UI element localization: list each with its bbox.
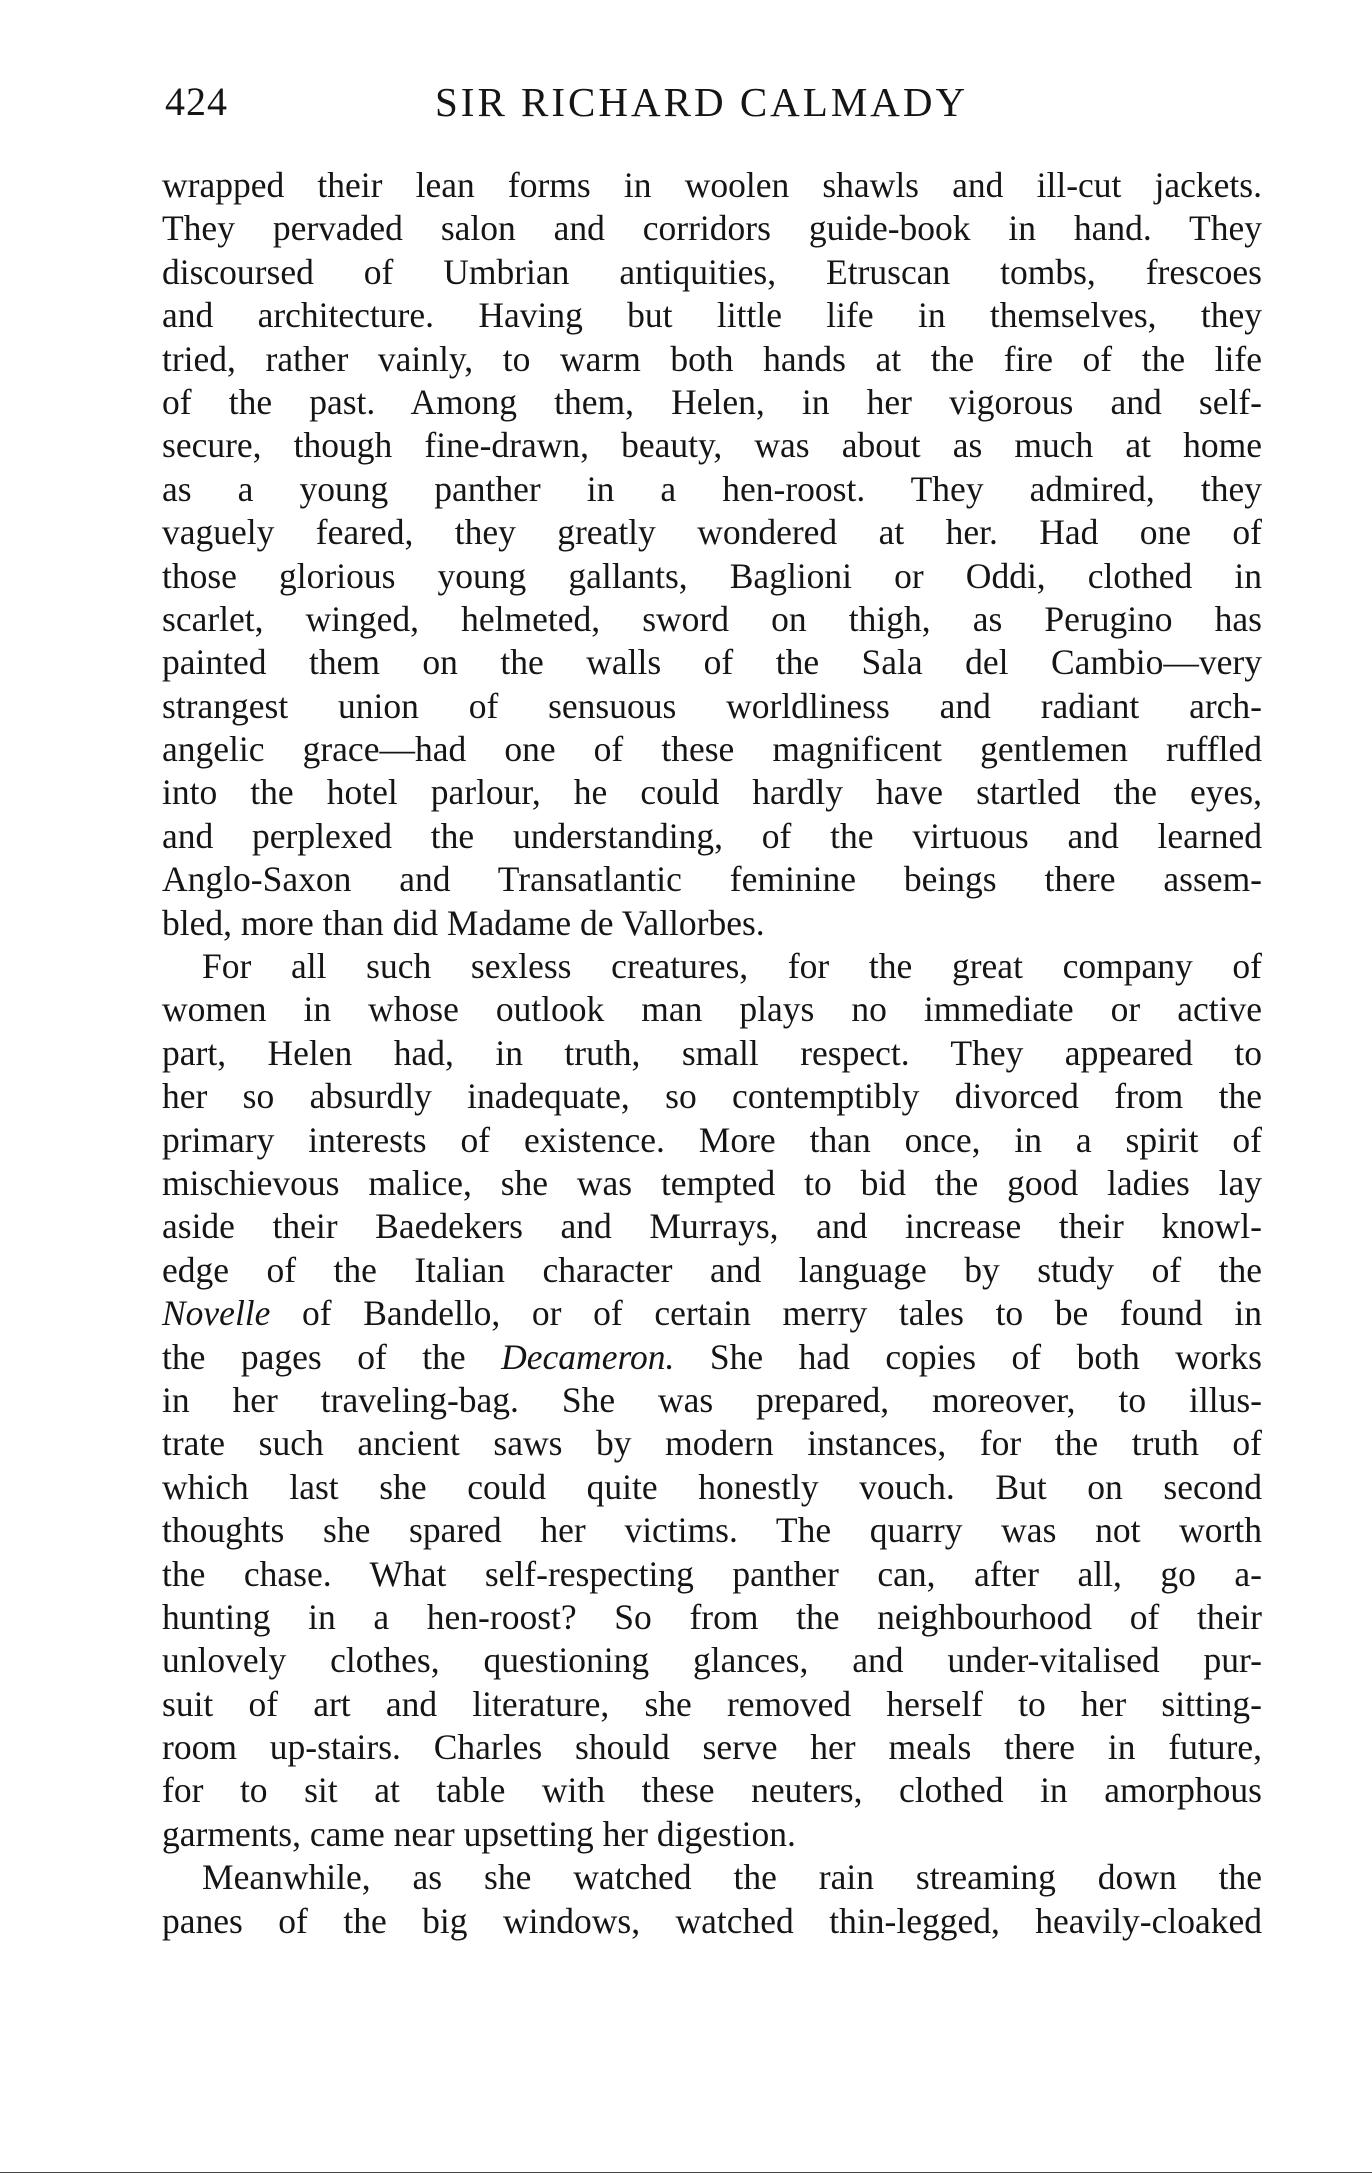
- text-line: [162, 641, 1262, 684]
- text-run: panes of the big windows, watched thin-legged, heavily-cloaked: [162, 1900, 1262, 1941]
- body-text: [162, 164, 1262, 1943]
- text-line: [162, 1683, 1262, 1726]
- text-line: [162, 381, 1262, 424]
- text-line: [162, 511, 1262, 554]
- text-run: discoursed of Umbrian antiquities, Etruscan tombs, frescoes: [162, 251, 1262, 292]
- text-line: [162, 728, 1262, 771]
- page-number: 424: [165, 79, 228, 124]
- running-head: [165, 78, 1265, 128]
- text-run: and perplexed the understanding, of the virtuous and learned: [162, 815, 1262, 856]
- text-run: room up-stairs. Charles should serve her meals there in future,: [162, 1727, 1262, 1768]
- running-title: SIR RICHARD CALMADY: [435, 79, 969, 125]
- text-line: [162, 1769, 1262, 1812]
- text-run: the pages of the: [162, 1336, 502, 1377]
- text-line: [162, 858, 1262, 901]
- text-line: [162, 555, 1262, 598]
- text-line: [162, 1119, 1262, 1162]
- bottom-rule: [0, 2172, 1372, 2173]
- text-run: suit of art and literature, she removed herself to her sitting-: [162, 1683, 1262, 1724]
- text-run: scarlet, winged, helmeted, sword on thigh, as Perugino has: [162, 598, 1262, 639]
- text-run: bled, more than did Madame de Vallorbes.: [162, 902, 765, 943]
- text-run: trate such ancient saws by modern instances, for the truth of: [162, 1423, 1262, 1464]
- text-run: strangest union of sensuous worldliness and radiant arch-: [162, 685, 1262, 726]
- text-line: [162, 1379, 1262, 1422]
- text-line: [162, 1509, 1262, 1552]
- text-line: [162, 1726, 1262, 1769]
- text-run: mischievous malice, she was tempted to bid the good ladies lay: [162, 1162, 1262, 1203]
- text-run: thoughts she spared her victims. The quarry was not worth: [162, 1510, 1262, 1551]
- text-line: [162, 945, 1262, 988]
- text-run: She had copies of both works: [674, 1336, 1262, 1377]
- text-line: [162, 1032, 1262, 1075]
- text-line: [162, 468, 1262, 511]
- text-run: For all such sexless creatures, for the great company of: [202, 946, 1262, 987]
- text-run: Meanwhile, as she watched the rain streaming down the: [202, 1857, 1262, 1898]
- text-line: [162, 251, 1262, 294]
- text-line: [162, 1553, 1262, 1596]
- text-line: [162, 1336, 1262, 1379]
- text-run: of Bandello, or of certain merry tales to be found in: [270, 1293, 1262, 1334]
- text-line: [162, 1596, 1262, 1639]
- text-line: [162, 1205, 1262, 1248]
- text-run: painted them on the walls of the Sala del Cambio—very: [162, 642, 1262, 683]
- text-run: as a young panther in a hen-roost. They admired, they: [162, 468, 1262, 509]
- text-line: [162, 1422, 1262, 1465]
- text-run: the chase. What self-respecting panther can, after all, go a-: [162, 1553, 1262, 1594]
- text-run: in her traveling-bag. She was prepared, moreover, to illus-: [162, 1379, 1262, 1420]
- text-run: her so absurdly inadequate, so contemptibly divorced from the: [162, 1076, 1262, 1117]
- text-line: [162, 902, 1262, 945]
- text-run: wrapped their lean forms in woolen shawls and ill-cut jackets.: [162, 165, 1262, 205]
- text-line: [162, 1075, 1262, 1118]
- text-line: [162, 424, 1262, 467]
- text-line: [162, 1813, 1262, 1856]
- text-line: [162, 988, 1262, 1031]
- text-run: of the past. Among them, Helen, in her vigorous and self-: [162, 381, 1262, 422]
- text-line: [162, 1249, 1262, 1292]
- text-line: [162, 1639, 1262, 1682]
- text-run: and architecture. Having but little life in themselves, they: [162, 295, 1262, 336]
- text-line: [162, 1466, 1262, 1509]
- text-line: [162, 771, 1262, 814]
- text-run: secure, though fine-drawn, beauty, was about as much at home: [162, 425, 1262, 466]
- text-run: angelic grace—had one of these magnificent gentlemen ruffled: [162, 729, 1262, 770]
- text-run: They pervaded salon and corridors guide-book in hand. They: [162, 208, 1262, 249]
- text-run: part, Helen had, in truth, small respect. They appeared to: [162, 1032, 1262, 1073]
- text-run: Anglo-Saxon and Transatlantic feminine beings there assem-: [162, 859, 1262, 900]
- text-run: tried, rather vainly, to warm both hands at the fire of the life: [162, 338, 1262, 379]
- text-line: [162, 207, 1262, 250]
- italic-title: Novelle: [162, 1293, 271, 1334]
- text-line: [162, 598, 1262, 641]
- text-line: [162, 294, 1262, 337]
- text-line: [162, 164, 1262, 207]
- text-run: unlovely clothes, questioning glances, and under-vitalised pur-: [162, 1640, 1262, 1681]
- text-run: aside their Baedekers and Murrays, and increase their knowl-: [162, 1206, 1262, 1247]
- text-run: edge of the Italian character and language by study of the: [162, 1249, 1262, 1290]
- text-line: [162, 1292, 1262, 1335]
- text-run: for to sit at table with these neuters, clothed in amorphous: [162, 1770, 1262, 1811]
- text-run: which last she could quite honestly vouch. But on second: [162, 1466, 1262, 1507]
- text-line: [162, 1162, 1262, 1205]
- text-run: primary interests of existence. More than once, in a spirit of: [162, 1119, 1262, 1160]
- text-run: garments, came near upsetting her digestion.: [162, 1813, 796, 1854]
- italic-title: Decameron.: [501, 1336, 675, 1377]
- text-run: those glorious young gallants, Baglioni or Oddi, clothed in: [162, 555, 1262, 596]
- text-run: women in whose outlook man plays no immediate or active: [162, 989, 1262, 1030]
- text-line: [162, 1900, 1262, 1943]
- text-line: [162, 338, 1262, 381]
- text-line: [162, 815, 1262, 858]
- text-run: hunting in a hen-roost? So from the neighbourhood of their: [162, 1596, 1262, 1637]
- text-line: [162, 685, 1262, 728]
- text-run: vaguely feared, they greatly wondered at her. Had one of: [162, 512, 1262, 553]
- text-line: [162, 1856, 1262, 1899]
- text-run: into the hotel parlour, he could hardly have startled the eyes,: [162, 772, 1262, 813]
